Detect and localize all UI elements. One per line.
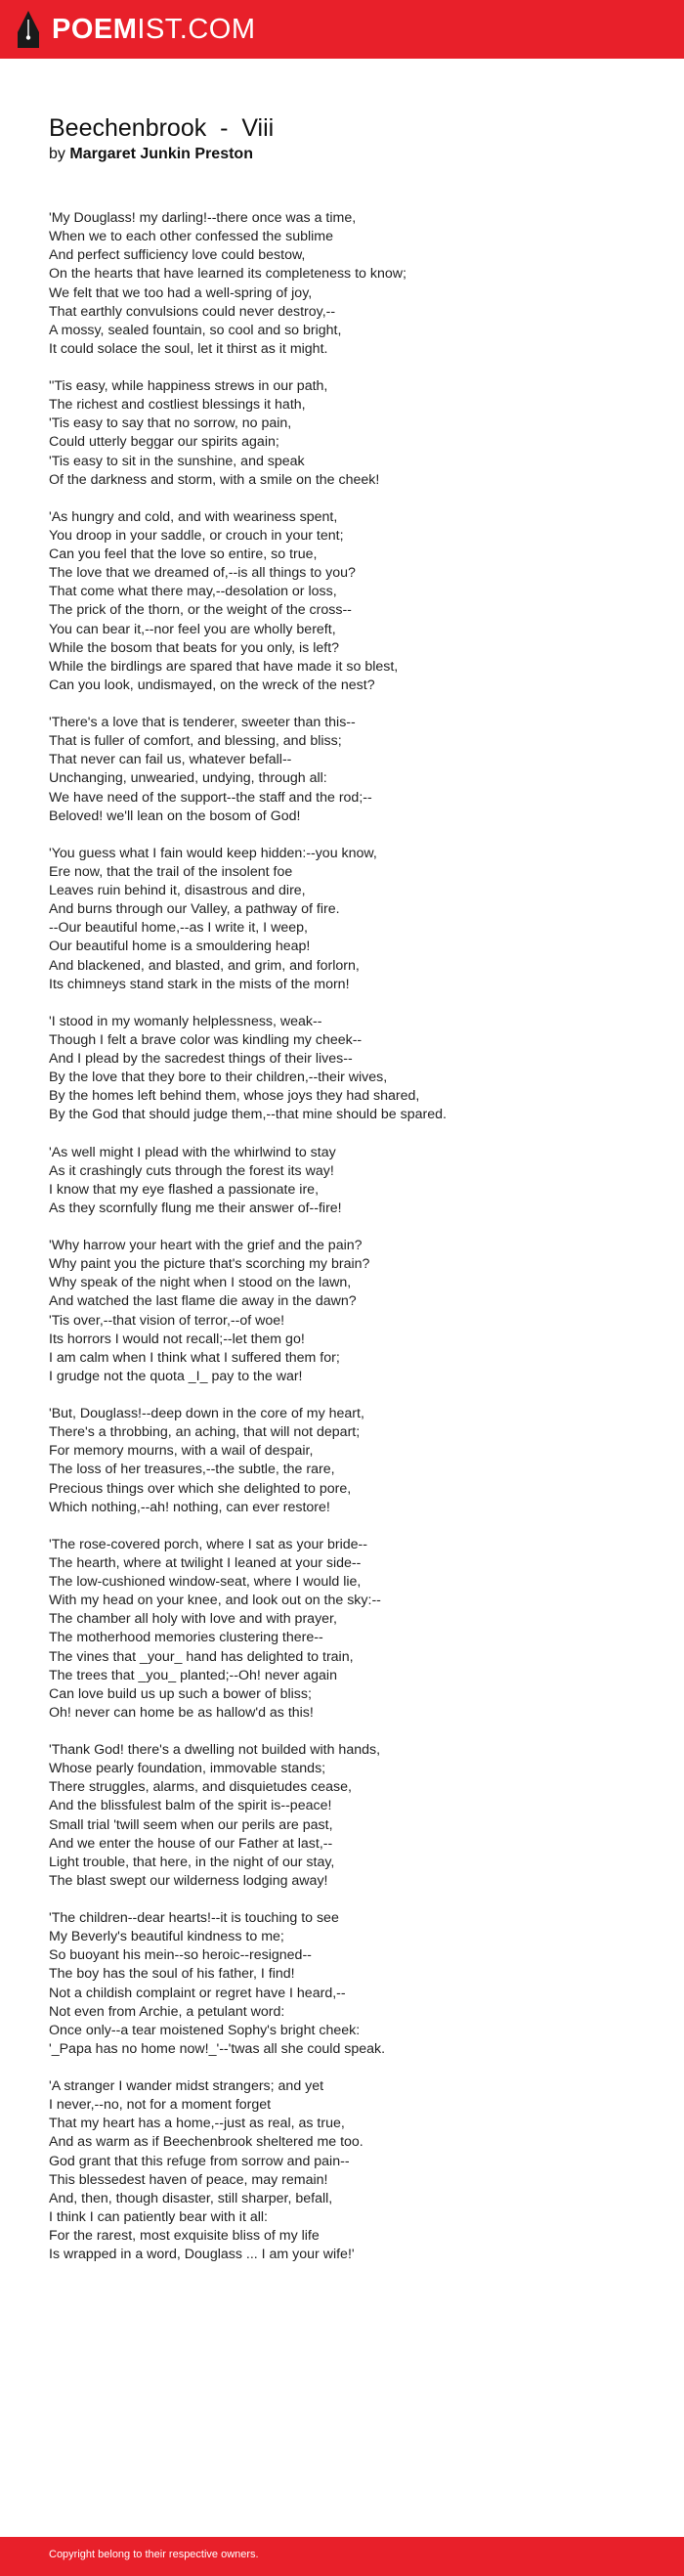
poem-line: That never can fail us, whatever befall-- — [49, 752, 292, 768]
poem-line: Could utterly beggar our spirits again; — [49, 434, 279, 451]
poem-line: 'The children--dear hearts!--it is touching to see — [49, 1910, 339, 1926]
poem-stanza — [49, 1405, 645, 1517]
poem-line: I grudge not the quota _I_ pay to the war! — [49, 1368, 303, 1384]
poem-line: 'Tis easy to sit in the sunshine, and speak — [49, 453, 305, 469]
poem-line: That my heart has a home,--just as real, as true, — [49, 2116, 345, 2132]
poem-line: And perfect sufficiency love could bestow, — [49, 247, 306, 264]
poem-line: By the God that should judge them,--that mine should be spared. — [49, 1107, 447, 1123]
poem-line: For the rarest, most exquisite bliss of my life — [49, 2228, 320, 2244]
poem-line: We felt that we too had a well-spring of joy, — [49, 284, 313, 301]
poem-line: The vines that _your_ hand has delighted to train, — [49, 1648, 354, 1665]
poem-line: God grant that this refuge from sorrow and pain-- — [49, 2153, 350, 2169]
poem-line: Of the darkness and storm, with a smile on the cheek! — [49, 471, 380, 488]
poem-stanza — [49, 2077, 645, 2264]
poem-content — [49, 112, 645, 2283]
poem-line: And watched the last flame die away in the dawn? — [49, 1293, 357, 1310]
poem-line: Can love build us up such a bower of bliss; — [49, 1685, 312, 1702]
poem-line: There's a throbbing, an aching, that will not depart; — [49, 1424, 361, 1441]
poem-line: The prick of the thorn, or the weight of the cross-- — [49, 602, 352, 619]
poem-line: With my head on your knee, and look out on the sky:-- — [49, 1593, 381, 1609]
poem-stanza — [49, 714, 645, 826]
poem-line: Beloved! we'll lean on the bosom of God! — [49, 808, 301, 824]
poem-line: When we to each other confessed the sublime — [49, 229, 334, 245]
poem-body — [49, 209, 645, 2264]
by-label: by — [49, 146, 65, 162]
poem-line: Unchanging, unwearied, undying, through all: — [49, 770, 327, 787]
poem-stanza — [49, 1536, 645, 1723]
logo-text-light: IST.COM — [137, 13, 256, 45]
poem-line: So buoyant his mein--so heroic--resigned-- — [49, 1947, 312, 1964]
poem-line: The hearth, where at twilight I leaned at your side-- — [49, 1554, 362, 1571]
poem-line: 'I stood in my womanly helplessness, weak-- — [49, 1013, 322, 1029]
poem-line: That is fuller of comfort, and blessing, and bliss; — [49, 733, 342, 750]
poem-line: And as warm as if Beechenbrook sheltered me too. — [49, 2134, 363, 2151]
poem-line: 'As well might I plead with the whirlwind to stay — [49, 1144, 336, 1160]
poem-stanza — [49, 1909, 645, 2059]
poem-line: 'A stranger I wander midst strangers; and yet — [49, 2078, 324, 2094]
poem-line: And I plead by the sacredest things of their lives-- — [49, 1051, 353, 1067]
poem-byline — [49, 144, 645, 165]
poem-line: 'But, Douglass!--deep down in the core of my heart, — [49, 1406, 364, 1421]
poem-line: I am calm when I think what I suffered them for; — [49, 1349, 340, 1366]
poem-line: The richest and costliest blessings it hath, — [49, 397, 306, 414]
poem-line: Can you feel that the love so entire, so true, — [49, 546, 318, 562]
poem-line: Though I felt a brave color was kindling my cheek-- — [49, 1031, 363, 1048]
poem-line: By the love that they bore to their children,--their wives, — [49, 1070, 388, 1086]
poem-line: That earthly convulsions could never destroy,-- — [49, 303, 336, 320]
poem-line: Whose pearly foundation, immovable stands; — [49, 1761, 326, 1777]
poem-line: While the bosom that beats for you only, is left? — [49, 639, 340, 656]
poem-line: '_Papa has no home now!_'--'twas all she could speak. — [49, 2040, 386, 2057]
poem-line: As it crashingly cuts through the forest its way! — [49, 1162, 334, 1179]
poem-line: I think I can patiently bear with it all: — [49, 2208, 268, 2225]
poem-line: And the blissfulest balm of the spirit is--peace! — [49, 1798, 332, 1814]
poem-line: The low-cushioned window-seat, where I would lie, — [49, 1574, 362, 1590]
poem-stanza — [49, 1144, 645, 1219]
poem-line: 'As hungry and cold, and with weariness spent, — [49, 508, 338, 525]
poem-line: Its horrors I would not recall;--let them go! — [49, 1331, 305, 1347]
poem-line: Not even from Archie, a petulant word: — [49, 2003, 285, 2020]
poem-stanza — [49, 377, 645, 490]
poem-line: Can you look, undismayed, on the wreck of the nest? — [49, 677, 375, 693]
poem-line: It could solace the soul, let it thirst as it might. — [49, 340, 328, 357]
poem-line: Leaves ruin behind it, disastrous and dire, — [49, 883, 306, 898]
poem-line: The love that we dreamed of,--is all things to you? — [49, 565, 356, 582]
poem-line: 'Thank God! there's a dwelling not builded with hands, — [49, 1742, 381, 1758]
poem-line: 'The rose-covered porch, where I sat as your bride-- — [49, 1536, 368, 1552]
copyright-notice: Copyright belong to their respective owners. — [49, 2549, 259, 2560]
poem-line: You can bear it,--nor feel you are wholly bereft, — [49, 621, 336, 637]
poem-line: 'Tis easy to say that no sorrow, no pain, — [49, 415, 292, 432]
poem-line: Oh! never can home be as hallow'd as this! — [49, 1704, 314, 1721]
poem-stanza — [49, 209, 645, 359]
logo-text-bold: POEM — [52, 13, 138, 45]
site-logo[interactable] — [17, 9, 256, 50]
poem-stanza — [49, 1741, 645, 1891]
poem-line: For memory mourns, with a wail of despair, — [49, 1443, 314, 1460]
poem-line: Which nothing,--ah! nothing, can ever restore! — [49, 1499, 330, 1515]
poem-line: There struggles, alarms, and disquietudes cease, — [49, 1779, 352, 1796]
poem-line: Not a childish complaint or regret have I heard,-- — [49, 1985, 346, 2001]
poem-line: 'My Douglass! my darling!--there once was a time, — [49, 210, 357, 226]
poem-line: Small trial 'twill seem when our perils are past, — [49, 1816, 333, 1833]
poem-line: By the homes left behind them, whose joys they had shared, — [49, 1088, 420, 1105]
poem-title: Beechenbrook - Viii — [49, 114, 275, 142]
poem-stanza — [49, 845, 645, 994]
poem-line: Once only--a tear moistened Sophy's bright cheek: — [49, 2022, 361, 2038]
site-footer — [0, 2537, 684, 2576]
poem-stanza — [49, 1237, 645, 1386]
poem-line: Ere now, that the trail of the insolent foe — [49, 863, 293, 880]
poem-line: Is wrapped in a word, Douglass ... I am your wife!' — [49, 2247, 355, 2263]
poem-line: We have need of the support--the staff and the rod;-- — [49, 789, 372, 806]
poem-stanza — [49, 508, 645, 695]
poem-line: I know that my eye flashed a passionate ire, — [49, 1181, 320, 1198]
poem-line: Why speak of the night when I stood on the lawn, — [49, 1275, 352, 1291]
poem-line: The motherhood memories clustering there-- — [49, 1630, 323, 1646]
poem-line: And burns through our Valley, a pathway of fire. — [49, 901, 340, 918]
poem-line: I never,--no, not for a moment forget — [49, 2097, 272, 2114]
poem-line: You droop in your saddle, or crouch in your tent; — [49, 527, 344, 544]
poem-line: And blackened, and blasted, and grim, and forlorn, — [49, 957, 360, 974]
poem-line: On the hearts that have learned its completeness to know; — [49, 266, 406, 283]
poem-line: My Beverly's beautiful kindness to me; — [49, 1929, 284, 1945]
site-header — [0, 0, 684, 59]
poem-line: 'There's a love that is tenderer, sweeter than this-- — [49, 715, 356, 730]
poem-line: The chamber all holy with love and with prayer, — [49, 1611, 337, 1628]
poem-line: That come what there may,--desolation or loss, — [49, 584, 337, 600]
poem-line: Our beautiful home is a smouldering heap! — [49, 939, 311, 955]
poem-line: Precious things over which she delighted to pore, — [49, 1480, 352, 1497]
poem-line: As they scornfully flung me their answer of--fire! — [49, 1200, 342, 1216]
poem-line: --Our beautiful home,--as I write it, I weep, — [49, 920, 308, 937]
poem-line: The boy has the soul of his father, I find! — [49, 1966, 295, 1983]
poem-line: Light trouble, that here, in the night of our stay, — [49, 1854, 335, 1870]
poem-line: And we enter the house of our Father at last,-- — [49, 1835, 333, 1852]
poem-stanza — [49, 1013, 645, 1125]
poem-line: The trees that _you_ planted;--Oh! never again — [49, 1667, 337, 1683]
poem-line: While the birdlings are spared that have made it so blest, — [49, 658, 399, 675]
poem-line: And, then, though disaster, still sharper, befall, — [49, 2190, 333, 2206]
poem-author: Margaret Junkin Preston — [69, 146, 253, 162]
poem-line: The loss of her treasures,--the subtle, the rare, — [49, 1462, 335, 1478]
poem-line: Its chimneys stand stark in the mists of the morn! — [49, 976, 350, 992]
poem-line: This blessedest haven of peace, may remain! — [49, 2171, 328, 2188]
poem-line: Why paint you the picture that's scorching my brain? — [49, 1256, 370, 1273]
poem-line: A mossy, sealed fountain, so cool and so bright, — [49, 322, 342, 338]
fountain-pen-nib-icon — [17, 11, 40, 48]
poem-line: ''Tis easy, while happiness strews in our path, — [49, 378, 328, 394]
poem-line: The blast swept our wilderness lodging away! — [49, 1872, 328, 1889]
poem-line: 'You guess what I fain would keep hidden:--you know, — [49, 845, 377, 861]
site-logo-text — [52, 14, 256, 46]
poem-line: 'Why harrow your heart with the grief and the pain? — [49, 1238, 363, 1253]
poem-line: 'Tis over,--that vision of terror,--of woe! — [49, 1312, 285, 1329]
